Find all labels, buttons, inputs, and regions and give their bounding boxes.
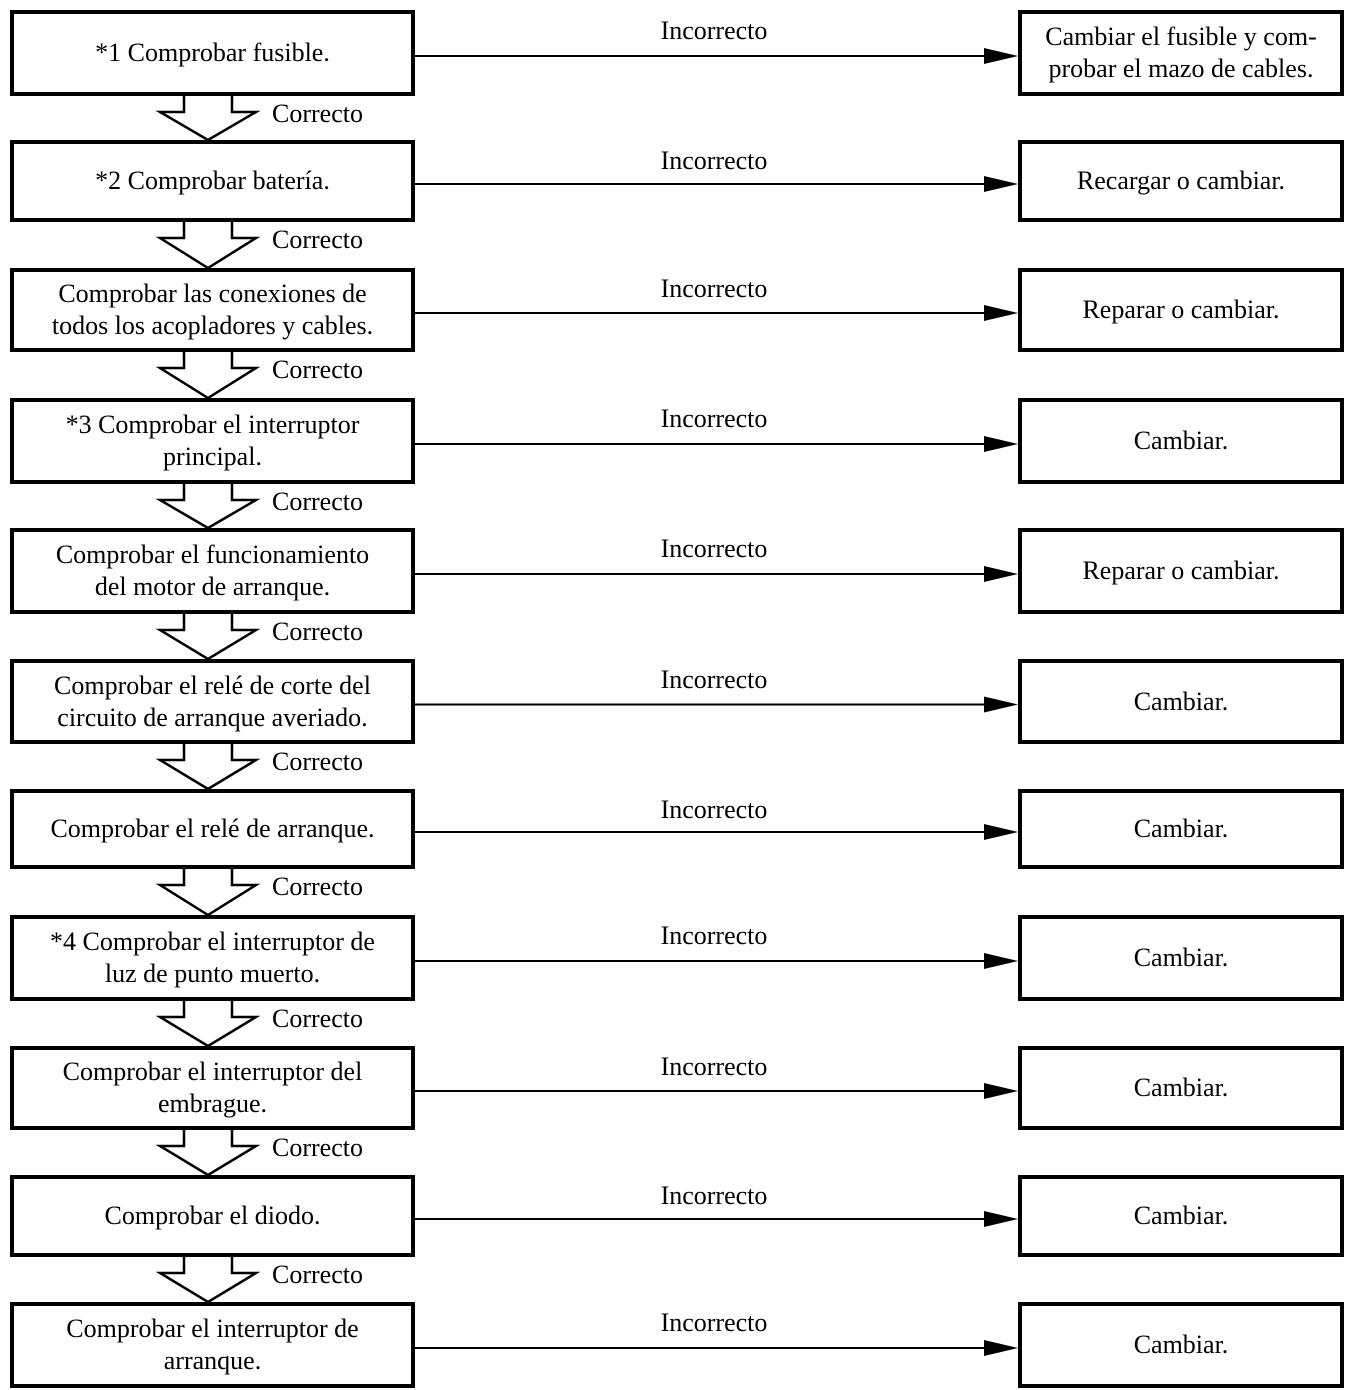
action-step-9 (1018, 1046, 1344, 1130)
action-step-8 (1018, 915, 1344, 1001)
check-step-10 (10, 1175, 415, 1257)
incorrect-label-10: Incorrecto (660, 1181, 768, 1210)
action-step-8-text: Cambiar. (1133, 943, 1229, 972)
correct-label-7: Correcto (272, 872, 363, 901)
incorrect-label-9: Incorrecto (660, 1052, 768, 1081)
action-step-3-text: Reparar o cambiar. (1082, 295, 1280, 324)
correct-label-1: Correcto (272, 99, 363, 128)
check-step-9 (10, 1046, 415, 1130)
action-step-1-text: Cambiar el fusible y com- probar el mazo de cables. (1045, 22, 1317, 83)
incorrect-arrow-head-1 (984, 48, 1018, 64)
correct-arrow-5 (160, 614, 256, 659)
check-step-6-text: Comprobar el relé de corte del circuito de arranque averiado. (54, 670, 371, 732)
incorrect-label-11: Incorrecto (660, 1308, 768, 1337)
action-step-1 (1018, 10, 1344, 96)
correct-arrow-8 (160, 1001, 256, 1046)
action-step-7 (1018, 789, 1344, 869)
check-step-8-text: *4 Comprobar el interruptor de luz de punto muerto. (50, 927, 375, 988)
incorrect-arrow-head-5 (984, 566, 1018, 582)
correct-label-4: Correcto (272, 487, 363, 516)
correct-label-10: Correcto (272, 1260, 363, 1289)
correct-arrow-6 (160, 744, 256, 789)
check-step-7-text: Comprobar el relé de arranque. (50, 814, 375, 843)
correct-label-6: Correcto (272, 747, 363, 776)
correct-label-5: Correcto (272, 617, 363, 646)
action-step-11 (1018, 1302, 1344, 1388)
incorrect-arrow-head-3 (984, 305, 1018, 321)
action-step-10-text: Cambiar. (1133, 1201, 1229, 1230)
correct-arrow-1 (160, 96, 256, 140)
check-step-3-text: Comprobar las conexiones de todos los acopladores y cables. (51, 279, 374, 340)
incorrect-label-4: Incorrecto (660, 404, 768, 433)
incorrect-label-2: Incorrecto (660, 146, 768, 175)
check-step-4-text: *3 Comprobar el interruptor principal. (65, 410, 360, 471)
incorrect-arrow-head-7 (984, 824, 1018, 840)
check-step-1-text: *1 Comprobar fusible. (95, 38, 330, 67)
correct-label-2: Correcto (272, 225, 363, 254)
correct-label-8: Correcto (272, 1004, 363, 1033)
incorrect-label-6: Incorrecto (660, 665, 768, 694)
correct-arrow-3 (160, 352, 256, 398)
correct-arrow-7 (160, 869, 256, 915)
check-step-4 (10, 398, 415, 484)
action-step-2-text: Recargar o cambiar. (1076, 166, 1286, 195)
action-step-3 (1018, 268, 1344, 352)
check-step-2 (10, 140, 415, 222)
incorrect-label-8: Incorrecto (660, 921, 768, 950)
action-step-2 (1018, 140, 1344, 222)
correct-arrow-9 (160, 1130, 256, 1175)
correct-label-9: Correcto (272, 1133, 363, 1162)
incorrect-arrow-head-4 (984, 436, 1018, 452)
action-step-10 (1018, 1175, 1344, 1257)
check-step-5 (10, 528, 415, 614)
incorrect-label-1: Incorrecto (660, 16, 768, 45)
check-step-11-text: Comprobar el interruptor de arranque. (66, 1314, 359, 1375)
correct-arrow-2 (160, 222, 256, 268)
incorrect-label-7: Incorrecto (660, 795, 768, 824)
check-step-3 (10, 268, 415, 352)
incorrect-arrow-head-9 (984, 1083, 1018, 1099)
check-step-7 (10, 789, 415, 869)
action-step-5 (1018, 528, 1344, 614)
check-step-6 (10, 659, 415, 744)
correct-arrow-4 (160, 484, 256, 528)
action-step-7-text: Cambiar. (1133, 814, 1229, 843)
action-step-5-text: Reparar o cambiar. (1082, 556, 1280, 585)
check-step-5-text: Comprobar el funcionamiento del motor de arranque. (55, 540, 370, 601)
action-step-4 (1018, 398, 1344, 484)
action-step-6-text: Cambiar. (1133, 686, 1229, 716)
incorrect-label-3: Incorrecto (660, 274, 768, 303)
check-step-8 (10, 915, 415, 1001)
check-step-11 (10, 1302, 415, 1388)
incorrect-arrow-head-8 (984, 953, 1018, 969)
correct-label-3: Correcto (272, 355, 363, 384)
action-step-11-text: Cambiar. (1133, 1330, 1229, 1359)
action-step-4-text: Cambiar. (1133, 426, 1229, 455)
check-step-2-text: *2 Comprobar batería. (95, 166, 330, 195)
action-step-6 (1018, 659, 1344, 744)
incorrect-label-5: Incorrecto (660, 534, 768, 563)
action-step-9-text: Cambiar. (1133, 1073, 1229, 1102)
incorrect-arrow-head-6 (984, 697, 1018, 713)
incorrect-arrow-head-2 (984, 176, 1018, 192)
check-step-1 (10, 10, 415, 96)
incorrect-arrow-head-10 (984, 1211, 1018, 1227)
correct-arrow-10 (160, 1257, 256, 1302)
check-step-10-text: Comprobar el diodo. (104, 1201, 321, 1230)
incorrect-arrow-head-11 (984, 1340, 1018, 1356)
check-step-9-text: Comprobar el interruptor del embrague. (62, 1057, 363, 1118)
